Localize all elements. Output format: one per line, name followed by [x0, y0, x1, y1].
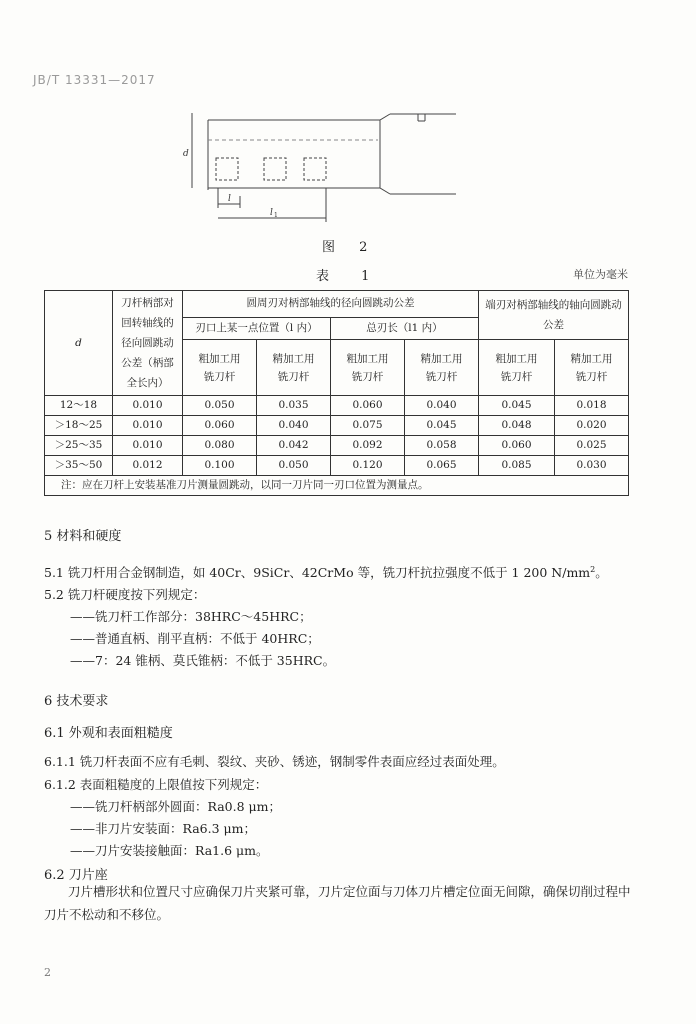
header-d: d — [45, 291, 113, 396]
list-item: ——铣刀杆柄部外圆面：Ra0.8 μm； — [70, 799, 281, 814]
cell-value: 0.050 — [257, 456, 331, 476]
cell-d: ＞35～50 — [45, 456, 113, 476]
header-shank-runout: 刀杆柄部对回转轴线的径向圆跳动公差（柄部全长内） — [113, 291, 183, 396]
header-finish: 精加工用铣刀杆 — [555, 340, 629, 396]
clause-5-1-text: 5.1 铣刀杆用合金钢制造，如 40Cr、9SiCr、42CrMo 等，铣刀杆抗拉强度不低于 1 200 N/mm — [44, 565, 591, 580]
header-rough: 粗加工用铣刀杆 — [331, 340, 405, 396]
header-peripheral-runout: 圆周刃对柄部轴线的径向圆跳动公差 — [183, 291, 479, 318]
cell-value: 0.018 — [555, 396, 629, 416]
cell-value: 0.025 — [555, 436, 629, 456]
cell-value: 0.120 — [331, 456, 405, 476]
section-6-2-title: 6.2 刀片座 — [44, 868, 108, 883]
cell-d: ＞18～25 — [45, 416, 113, 436]
cell-value: 0.040 — [405, 396, 479, 416]
cell-value: 0.058 — [405, 436, 479, 456]
cell-value: 0.048 — [479, 416, 555, 436]
header-point-position: 刃口上某一点位置（l 内） — [183, 317, 331, 340]
header-rough: 粗加工用铣刀杆 — [183, 340, 257, 396]
clause-6-1-1: 6.1.1 铣刀杆表面不应有毛刺、裂纹、夹砂、锈迹，钢制零件表面应经过表面处理。 — [44, 754, 505, 769]
unit-superscript: 2 — [590, 564, 596, 574]
page-number: 2 — [44, 966, 51, 979]
header-finish: 精加工用铣刀杆 — [405, 340, 479, 396]
table-row — [45, 416, 629, 436]
cell-value: 0.065 — [405, 456, 479, 476]
insert-pocket-1 — [216, 158, 238, 180]
insert-pocket-3 — [304, 158, 326, 180]
figure-caption: 图 2 — [322, 240, 378, 255]
cell-value: 0.040 — [257, 416, 331, 436]
cell-value: 0.020 — [555, 416, 629, 436]
clause-5-1-end: 。 — [595, 565, 608, 580]
header-end-runout: 端刃对柄部轴线的轴向圆跳动公差 — [479, 291, 629, 340]
cell-value: 0.080 — [183, 436, 257, 456]
section-5-title: 5 材料和硬度 — [44, 529, 122, 544]
list-item: ——铣刀杆工作部分：38HRC～45HRC； — [70, 609, 312, 624]
clause-5-1 — [44, 563, 608, 581]
header-total-length: 总刃长（l1 内） — [331, 317, 479, 340]
cell-value: 0.075 — [331, 416, 405, 436]
dim-label-l1-subscript: 1 — [274, 212, 278, 219]
header-rough: 粗加工用铣刀杆 — [479, 340, 555, 396]
dim-label-d: d — [183, 149, 189, 159]
insert-pocket-2 — [264, 158, 286, 180]
cell-value: 0.045 — [405, 416, 479, 436]
section-6-1-title: 6.1 外观和表面粗糙度 — [44, 726, 173, 741]
clause-6-2-body: 刀片槽形状和位置尺寸应确保刀片夹紧可靠，刀片定位面与刀体刀片槽定位面无间隙，确保切削过程中刀片不松动和不移位。 — [44, 884, 631, 922]
runout-tolerance-table — [44, 290, 629, 496]
clause-5-2: 5.2 铣刀杆硬度按下列规定： — [44, 587, 206, 602]
list-item: ——7：24 锥柄、莫氏锥柄：不低于 35HRC。 — [70, 653, 336, 668]
cell-value: 0.042 — [257, 436, 331, 456]
table-caption: 表 1 — [316, 269, 384, 284]
cell-value: 0.060 — [183, 416, 257, 436]
header-finish: 精加工用铣刀杆 — [257, 340, 331, 396]
table-note: 注：应在刀杆上安装基准刀片测量圆跳动，以同一刀片同一刃口位置为测量点。 — [45, 476, 629, 496]
table-row — [45, 396, 629, 416]
unit-note: 单位为毫米 — [573, 268, 628, 281]
clause-6-1-2: 6.1.2 表面粗糙度的上限值按下列规定： — [44, 777, 268, 792]
dim-label-l1: l — [270, 208, 273, 218]
cell-value: 0.092 — [331, 436, 405, 456]
dim-label-l: l — [228, 194, 231, 204]
cell-value: 0.010 — [113, 396, 183, 416]
table-row — [45, 436, 629, 456]
cell-value: 0.060 — [331, 396, 405, 416]
list-item: ——非刀片安装面：Ra6.3 μm； — [70, 821, 256, 836]
cell-value: 0.085 — [479, 456, 555, 476]
cell-value: 0.060 — [479, 436, 555, 456]
milling-arbor-drawing — [178, 108, 458, 228]
cell-d: ＞25～35 — [45, 436, 113, 456]
section-6-title: 6 技术要求 — [44, 694, 109, 709]
cell-value: 0.012 — [113, 456, 183, 476]
cell-value: 0.035 — [257, 396, 331, 416]
cell-d: 12～18 — [45, 396, 113, 416]
cell-value: 0.030 — [555, 456, 629, 476]
standard-code: JB/T 13331—2017 — [33, 73, 156, 87]
cell-value: 0.100 — [183, 456, 257, 476]
cell-value: 0.010 — [113, 436, 183, 456]
table-row — [45, 456, 629, 476]
cell-value: 0.050 — [183, 396, 257, 416]
cell-value: 0.045 — [479, 396, 555, 416]
list-item: ——普通直柄、削平直柄：不低于 40HRC； — [70, 631, 320, 646]
list-item: ——刀片安装接触面：Ra1.6 μm。 — [70, 843, 269, 858]
cell-value: 0.010 — [113, 416, 183, 436]
